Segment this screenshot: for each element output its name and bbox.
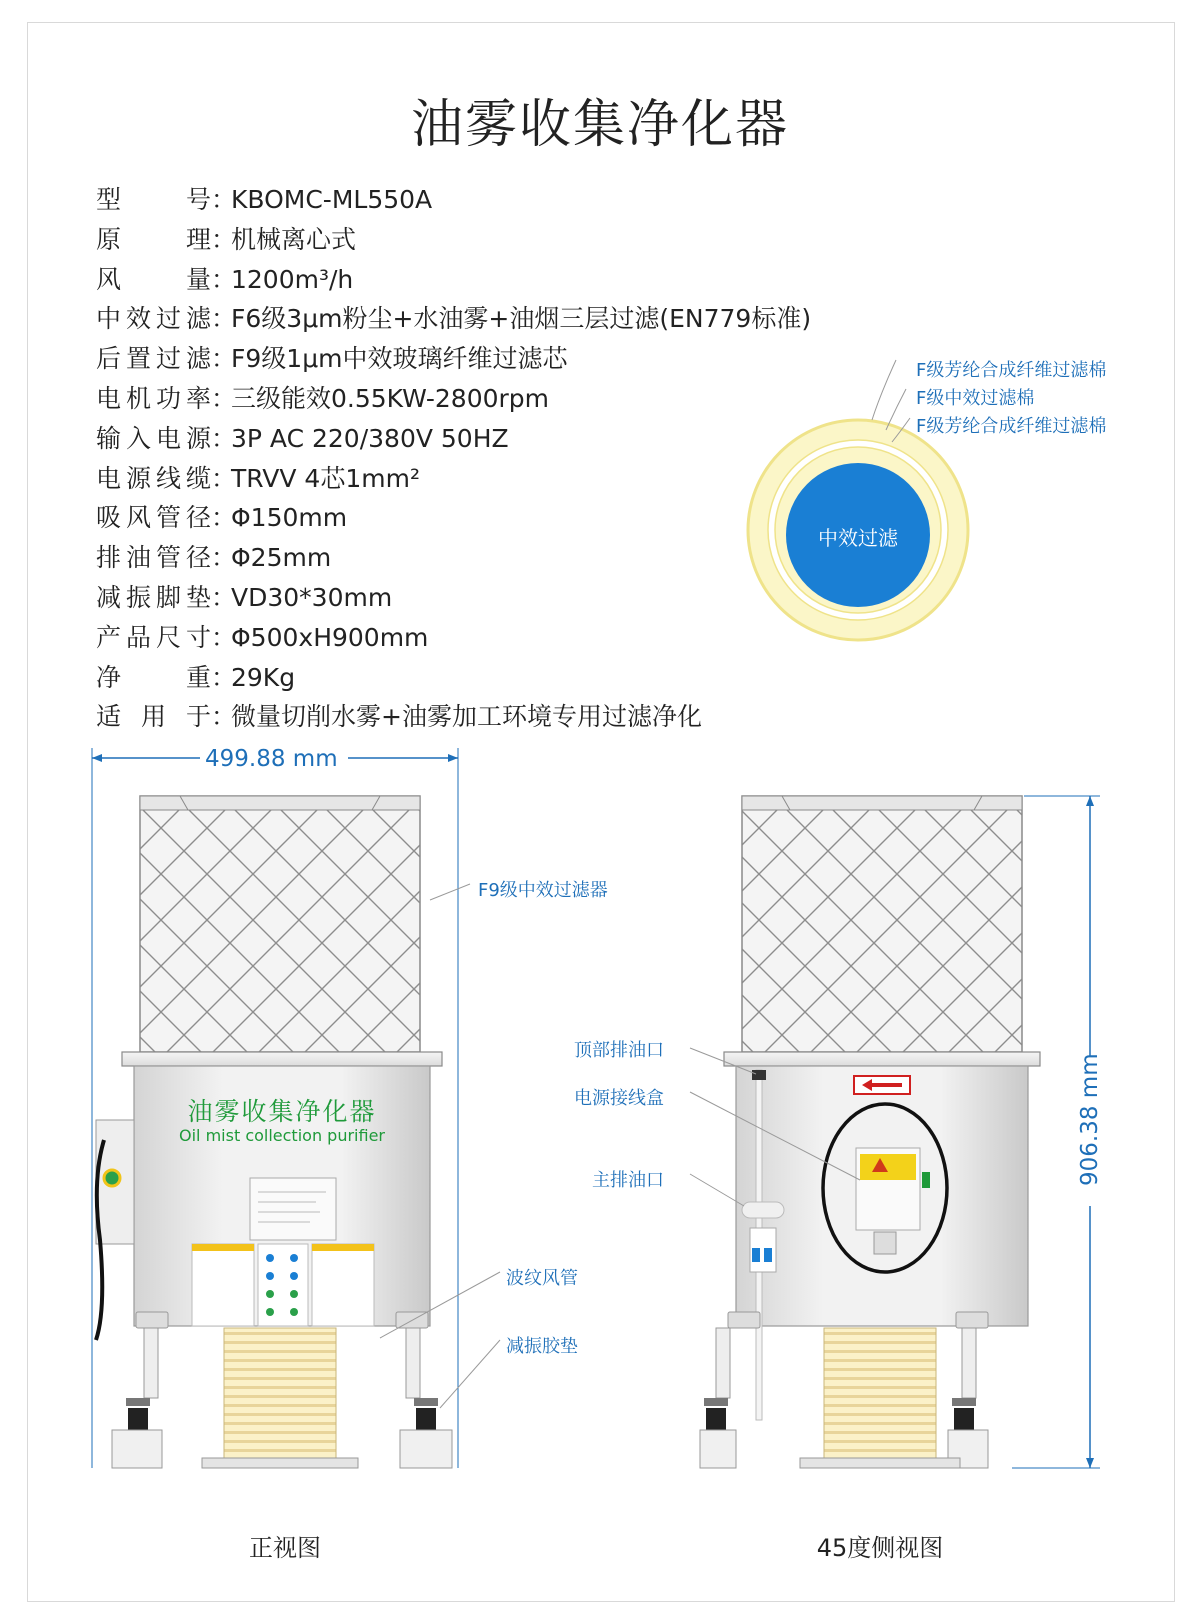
spec-label: 输入电源 (96, 423, 211, 453)
spec-label: 产品尺寸 (96, 622, 211, 652)
front-filter-cartridge (140, 796, 420, 1052)
spec-value: F9级1μm中效玻璃纤维过滤芯 (231, 344, 568, 374)
spec-value: KBOMC-ML550A (231, 185, 433, 214)
spec-label: 适用于 (96, 702, 211, 732)
spec-value: 3P AC 220/380V 50HZ (231, 423, 509, 453)
spec-separator: ： (211, 304, 237, 334)
filter-layer-label-1: F级芳纶合成纤维过滤棉 (916, 360, 1107, 381)
callout-bellows-duct: 波纹风管 (506, 1268, 578, 1289)
spec-label: 风量 (96, 264, 211, 294)
spec-separator: ： (211, 702, 237, 732)
front-nameplate (250, 1178, 336, 1240)
spec-label: 电源线缆 (96, 463, 211, 493)
spec-separator: ： (211, 224, 237, 254)
filter-layer-label-2: F级中效过滤棉 (916, 388, 1035, 409)
spec-label: 型号 (96, 185, 211, 214)
spec-value: Φ25mm (231, 543, 332, 573)
side-bellows-duct (824, 1328, 936, 1460)
spec-separator: ： (211, 503, 237, 533)
spec-separator: ： (211, 264, 237, 294)
leader-line-2 (886, 389, 906, 430)
spec-label: 排油管径 (96, 543, 211, 573)
side-filter-cartridge (742, 796, 1022, 1052)
spec-label: 原理 (96, 224, 211, 254)
spec-value: 三级能效0.55KW-2800rpm (231, 384, 550, 413)
front-damper-right (416, 1408, 436, 1430)
side-view-drawing (690, 796, 1100, 1468)
product-label-cn: 油雾收集净化器 (187, 1097, 377, 1126)
spec-label: 净重 (96, 662, 211, 692)
main-oil-drain (742, 1202, 784, 1218)
callout-main-oil-drain: 主排油口 (592, 1170, 664, 1191)
side-view-caption: 45度侧视图 (816, 1534, 944, 1562)
front-safety-icons (258, 1244, 308, 1326)
spec-label: 电机功率 (96, 384, 211, 413)
front-view-caption: 正视图 (249, 1534, 321, 1562)
callout-junction-box: 电源接线盒 (574, 1088, 664, 1109)
side-flange (724, 1052, 1040, 1066)
spec-label: 后置过滤 (96, 344, 211, 374)
front-leg-right (406, 1328, 420, 1398)
spec-value: 1200m³/h (231, 264, 354, 294)
spec-label: 中效过滤 (96, 304, 211, 334)
spec-label: 减振脚垫 (96, 583, 211, 612)
height-dimension: 906.38 mm (1077, 1053, 1103, 1186)
spec-value: TRVV 4芯1mm² (231, 463, 420, 493)
spec-value: Φ500xH900mm (231, 622, 429, 652)
spec-separator: ： (211, 384, 237, 413)
callout-f9-filter: F9级中效过滤器 (478, 880, 608, 901)
power-indicator-light (104, 1170, 120, 1186)
front-flange (122, 1052, 442, 1066)
product-label-en: Oil mist collection purifier (179, 1126, 385, 1145)
front-base-plate (202, 1458, 358, 1468)
leader-line-1 (872, 360, 896, 420)
front-damper-left (128, 1408, 148, 1430)
callout-top-oil-drain: 顶部排油口 (574, 1040, 664, 1061)
front-warning-label-left (192, 1244, 254, 1326)
spec-separator: ： (211, 463, 237, 493)
spec-value: VD30*30mm (231, 583, 393, 612)
page-title: 油雾收集净化器 (410, 95, 789, 155)
spec-separator: ： (211, 344, 237, 374)
filter-core-label: 中效过滤 (818, 526, 898, 550)
spec-value: Φ150mm (231, 503, 348, 533)
front-bellows-duct (224, 1328, 336, 1460)
spec-separator: ： (211, 185, 237, 214)
spec-separator: ： (211, 622, 237, 652)
callout-damper-pad: 减振胶垫 (506, 1336, 578, 1357)
spec-label: 吸风管径 (96, 503, 211, 533)
top-oil-drain (752, 1070, 766, 1080)
spec-separator: ： (211, 543, 237, 573)
spec-value: 29Kg (231, 662, 296, 692)
front-leg-left (144, 1328, 158, 1398)
spec-value: F6级3μm粉尘+水油雾+油烟三层过滤(EN779标准) (231, 304, 812, 334)
filter-layer-label-3: F级芳纶合成纤维过滤棉 (916, 416, 1107, 437)
spec-separator: ： (211, 423, 237, 453)
spec-separator: ： (211, 583, 237, 612)
spec-value: 机械离心式 (231, 224, 357, 254)
spec-separator: ： (211, 662, 237, 692)
front-warning-label-right (312, 1244, 374, 1326)
spec-value: 微量切削水雾+油雾加工环境专用过滤净化 (231, 702, 702, 732)
width-dimension: 499.88 mm (205, 746, 338, 772)
